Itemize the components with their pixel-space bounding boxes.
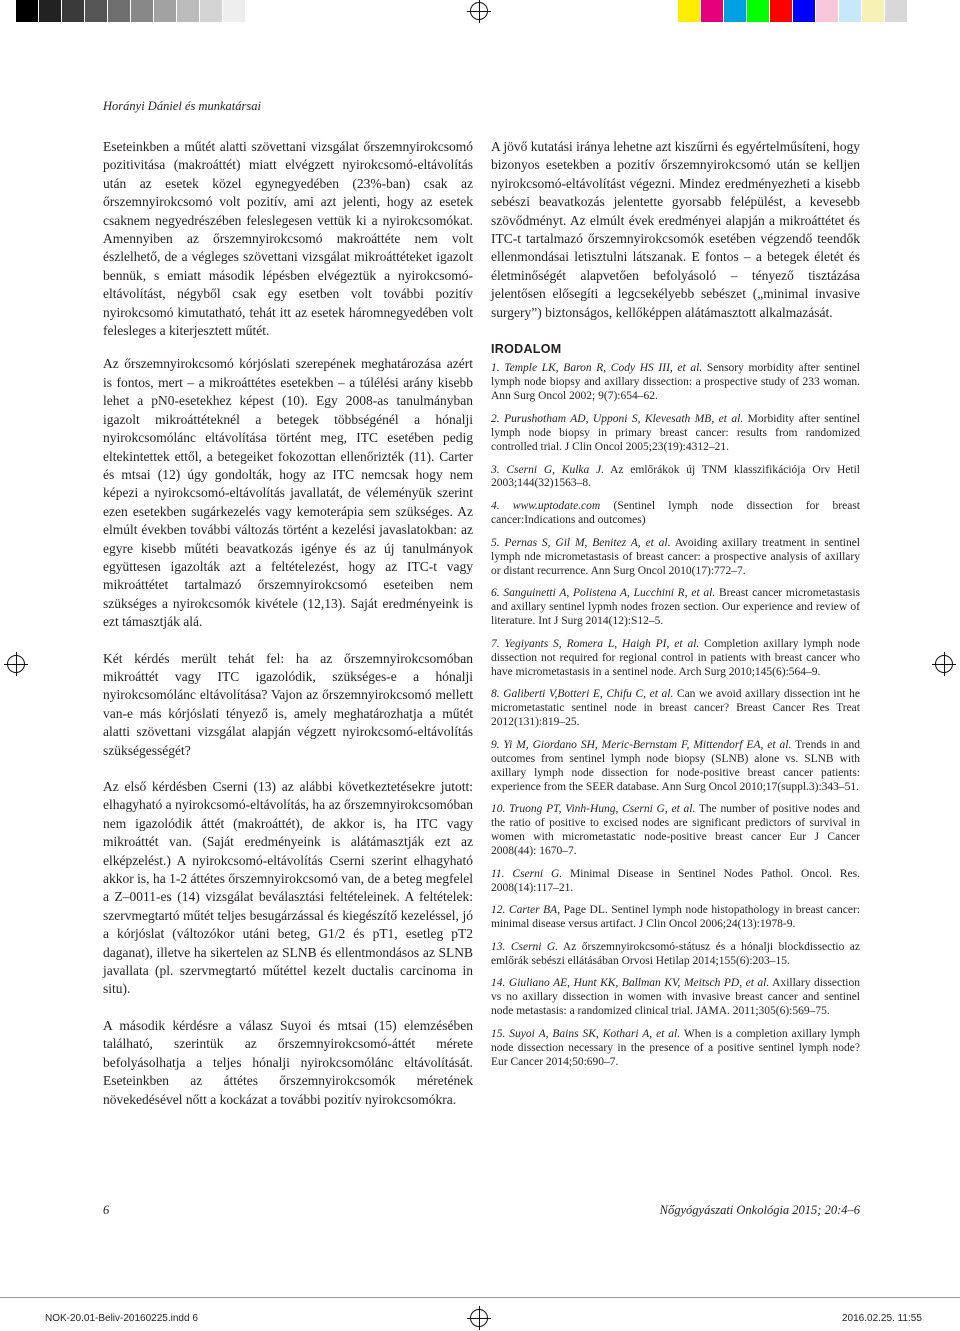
reference-text: Avoiding axillary treatment in sentinel lymph nde micrometastasis of breast cancer: a prospective analysis of axillary or distant recurrence. Ann Surg Oncol 2010(17):772–7. (491, 536, 861, 577)
color-swatch (108, 0, 130, 22)
references-heading: IRODALOM (491, 342, 562, 357)
reference-text: Minimal Disease in Sentinel Nodes Pathol. Oncol. Res. 2008(14):117–21. (491, 867, 861, 894)
color-swatch (154, 0, 176, 22)
registration-mark-icon (7, 655, 25, 673)
color-swatch (62, 0, 84, 22)
reference-authors: 7. Yegiyants S, Romera L, Haigh PI, et al. (491, 637, 700, 650)
reference-text: Trends in and outcomes from sentinel lymph node biopsy (SLNB) alone vs. SLNB with axillary lymph node dissection for node-positive breast cancer patients: experience from the SEER database. Ann Surg Oncol 2010;17(suppl.3):343–51. (491, 738, 860, 793)
paragraph: Az őrszemnyirokcsomó kórjóslati szerepének meghatározása azért is fontos, mert – a mikroáttétes esetekben – a túlélési arány kisebb lehet a pN0-esetekhez képest (10). Egy 2008-as tanulmányban igazolt mikroáttéteknél a betegek többségénél a hónalji nyirokcsomólánc eltávolítása történt meg, ITC esetében pedig eltekintettek ettől, a betegeiket fokozottan ellenőrizték (11). Carter és mtsai (12) úgy gondolták, hogy az ITC nemcsak hogy nem képezi a nyirokcsomó-eltávolítás javallatát, de véleményük szerint ezen esetekben sugárkezelés vagy kemoterápia sem szükséges. Az elmúlt években további változás történt a kezelési javaslatokban: az egyre kisebb műtéti beavatkozás igénye és az új tanulmányok együttesen igazolták azt a feltételezést, hogy az ITC-t vagy mikroáttétet tartalmazó őrszemnyirokcsomó eseteiben nem szükséges a nyirokcsomók kivétele (12,13). Saját eredményeink is ezt támasztják alá. (103, 356, 473, 630)
paragraph: A második kérdésre a válasz Suyoi és mtsai (15) elemzésében található, szerintük az őrszemnyirokcsomó-áttét mérete befolyásolhatja a teljes hónalji nyirokcsomólánc eltávolítását. Eseteinkben az áttétes őrszemnyirokcsomók méretének növekedésével nőtt a kockázat a további pozitív nyirokcsomókra. (103, 1017, 473, 1107)
references-list (491, 362, 860, 1069)
reference-item (491, 587, 860, 629)
color-swatch (131, 0, 153, 22)
color-swatch (839, 0, 861, 22)
reference-text: When is a completion axillary lymph node dissection necessary in the presence of a positive sentinel lymph node? Eur Cancer 2014;50:690–7. (491, 1027, 860, 1068)
reference-authors: 8. Galiberti V,Botteri E, Chifu C, et al. (491, 688, 674, 701)
paragraph: Két kérdés merült tehát fel: ha az őrszemnyirokcsomóban mikroáttét vagy ITC igazolódik, szükséges-e a hónalji nyirokcsomólánc eltávolítása? Vajon az őrszemnyirokcsomó mellett van-e más kórjóslati tényező is, amely meghatározhatja a műtét alatti szövettani vizsgálat alapján végzett nyirokcsomó-eltávolítás szükségességét? (103, 650, 473, 758)
reference-text: Morbidity after sentinel lymph node biopsy in primary breast cancer: results from randomized controlled trial. J Clin Oncol 2005;23(19):4312–21. (491, 412, 860, 453)
reference-item (491, 1028, 860, 1070)
reference-text: (Sentinel lymph node dissection for breast cancer:Indications and outcomes) (491, 500, 860, 527)
reference-text: Az őrszemnyirokcsomó-státusz és a hónalji blockdissectio az emlőrák sebészi ellátásában Orvosi Hetilap 2014;155(6):203–15. (491, 940, 860, 967)
color-swatch (16, 0, 38, 22)
color-swatch (770, 0, 792, 22)
color-swatch (39, 0, 61, 22)
reference-authors: 9. Yi M, Giordano SH, Meric-Bernstam F, Mittendorf EA, et al. (491, 738, 792, 751)
reference-authors: 13. Cserni G. (491, 940, 559, 953)
color-swatch (724, 0, 746, 22)
reference-text: Sensory morbidity after sentinel lymph node biopsy and axillary dissection: a prospective study of 233 woman. Ann Surg Oncol 2002; 9(7):654–62. (491, 362, 861, 403)
left-column (103, 138, 473, 1124)
color-swatch (793, 0, 815, 22)
reference-item (491, 977, 860, 1019)
reference-text: Completion axillary lymph node dissection not required for regional control in patients with breast cancer who have micrometastasis in a sentinel node. Arch Surg 2010;145(6):564–9. (491, 637, 860, 678)
reference-authors: 6. Sanguinetti A, Polistena A, Lucchini R, et al. (491, 587, 716, 600)
running-head: Horányi Dániel és munkatársai (103, 99, 261, 113)
color-swatch (701, 0, 723, 22)
color-swatch (200, 0, 222, 22)
reference-item (491, 739, 860, 795)
reference-authors: 4. www.uptodate.com (491, 500, 601, 513)
journal-citation: Nőgyógyászati Onkológia 2015; 20:4–6 (659, 1203, 860, 1217)
reference-item (491, 464, 860, 492)
reference-authors: 5. Pernas S, Gil M, Benitez A, et al. (491, 536, 671, 549)
reference-item (491, 941, 860, 969)
paragraph: Eseteinkben a műtét alatti szövettani vizsgálat őrszemnyirokcsomó pozitivitása (makroáttét) miatt elvégzett nyirokcsomó-eltávolítás után az esetek közel egynegyedében (23%-ban) csak az őrszemnyirokcsomó volt pozitív, ami azt jelenti, hogy az esetek csaknem negyedrészében feleslegesen vettük ki a nyirokcsomókat. Amennyiben az őrszemnyirokcsomó makroáttéte nem volt észlelhető, de a végleges szövettani vizsgálat mikroáttéteket igazolt bennük, s emiatt második lépésben elvégeztük a nyirokcsomó-eltávolítást, négyből csak egy esetben volt további pozitív nyirokcsomó kimutatható, tehát itt az esetek háromnegyedében volt felesleges a kiterjesztett műtét. (103, 139, 473, 339)
slug-date-time: 2016.02.25. 11:55 (842, 1313, 922, 1324)
registration-mark-icon (470, 1309, 488, 1327)
color-swatch (85, 0, 107, 22)
reference-authors: 10. Truong PT, Vinh-Hung, Cserni G, et al. (491, 803, 696, 816)
registration-mark-icon (470, 2, 488, 20)
color-swatch (177, 0, 199, 22)
reference-item (491, 500, 860, 528)
cmyk-color-bar (678, 0, 908, 22)
reference-item (491, 803, 860, 859)
reference-authors: 2. Purushotham AD, Upponi S, Klevesath MB, et al. (491, 412, 744, 425)
color-swatch (223, 0, 245, 22)
reference-authors: 11. Cserni G. (491, 867, 563, 880)
reference-text: Axillary dissection vs no axillary dissection in women with invasive breast cancer and sentinel node metastasis: a randomized clinical trial. JAMA. 2011;305(6):569–75. (491, 977, 861, 1018)
reference-authors: 3. Cserni G, Kulka J. (491, 463, 604, 476)
color-swatch (885, 0, 907, 22)
color-swatch (816, 0, 838, 22)
reference-authors: 12. Carter BA, (491, 904, 561, 917)
reference-authors: 14. Giuliano AE, Hunt KK, Ballman KV, Meitsch PD, et al. (491, 977, 770, 990)
color-swatch (678, 0, 700, 22)
reference-text: Az emlőrákok új TNM klasszifikációja Orv Hetil 2003;144(32)1563–8. (491, 463, 860, 490)
reference-item (491, 904, 860, 932)
reference-item (491, 868, 860, 896)
reference-text: The number of positive nodes and the ratio of positive to excised nodes are significant predictors of survival in women with micrometastatic node-positive breast cancer Eur J Cancer 2008(44): 1670–7. (491, 803, 860, 857)
reference-text: Page DL. Sentinel lymph node histopathology in breast cancer: minimal disease versus artifact. J Clin Oncol 2006;24(13):1978-9. (491, 904, 860, 931)
color-swatch (747, 0, 769, 22)
reference-authors: 1. Temple LK, Baron R, Cody HS III, et al. (491, 362, 703, 375)
paragraph: A jövő kutatási iránya lehetne azt kiszűrni és egyértelműsíteni, hogy bizonyos esetekben a pozitív őrszemnyirokcsomó után se kelljen nyirokcsomó-eltávolítást végezni. Mindez eredményezheti a kisebb sebészi beavatkozás jelentette gyorsabb felépülést, a kevesebb szövődményt. Az elmúlt évek eredményei alapján a mikroáttétet és ITC-t tartalmazó őrszemnyirokcsomók esetében végzendő teendők ellenmondásai letisztulni látszanak. E fontos – a betegek életét és életminőségét alapvetően befolyásoló – tényező tisztázása jelentősen elősegíti a legcsekélyebb sebészet („minimal invasive surgery”) biztonságos, kellőképpen alátámasztott alkalmazását. (491, 139, 860, 320)
reference-text: Breast cancer micrometastasis and axillary sentinel lypmh nodes frozen section. Our experience and review of literature. Int J Surg 2014(12):S12–5. (491, 587, 860, 628)
reference-item (491, 413, 860, 455)
slug-divider (0, 1297, 960, 1298)
paragraph: Az első kérdésben Cserni (13) az alábbi következtetésekre jutott: elhagyható a nyirokcsomó-eltávolítás, ha az őrszemnyirokcsomóban nem igazolódik áttét (makroáttét), de akkor is, ha ITC vagy mikroáttét van. (Saját eredményeink is alátámasztják ezt az elképzelést.) A nyirokcsomó-eltávolítás Cserni szerint elhagyható akkor is, ha 1-2 áttétes őrszemnyirokcsomó van, de a beteg megfelel a Z–0011-es (14) vizsgálat beválasztási feltételeinek. A feltételek: szervmegtartó műtét teljes besugárzással és kiegészítő kezeléssel, jó a kórjóslat (változókor utáni beteg, G1/2 és pT1, esetleg pT2 daganat), illetve ha sikertelen az SLNB és ellentmondásos az SLNB javallata (pl. szervmegtartó műtéttel kezelt ductalis carcinoma in situ). (103, 779, 473, 997)
page-number: 6 (103, 1203, 110, 1217)
reference-text: Can we avoid axillary dissection int he micrometastatic sentinel node in breast cancer? Breast Cancer Res Treat 2012(131):819–25. (491, 688, 860, 729)
slug-file-name: NOK-20.01-Beliv-20160225.indd 6 (45, 1313, 198, 1324)
reference-authors: 15. Suyoi A, Bains SK, Kothari A, et al. (491, 1027, 681, 1040)
reference-item (491, 537, 860, 579)
reference-item (491, 362, 860, 404)
grayscale-color-bar (16, 0, 246, 22)
reference-item (491, 688, 860, 730)
reference-item (491, 638, 860, 680)
right-column (491, 138, 860, 1078)
registration-mark-icon (935, 655, 953, 673)
color-swatch (862, 0, 884, 22)
